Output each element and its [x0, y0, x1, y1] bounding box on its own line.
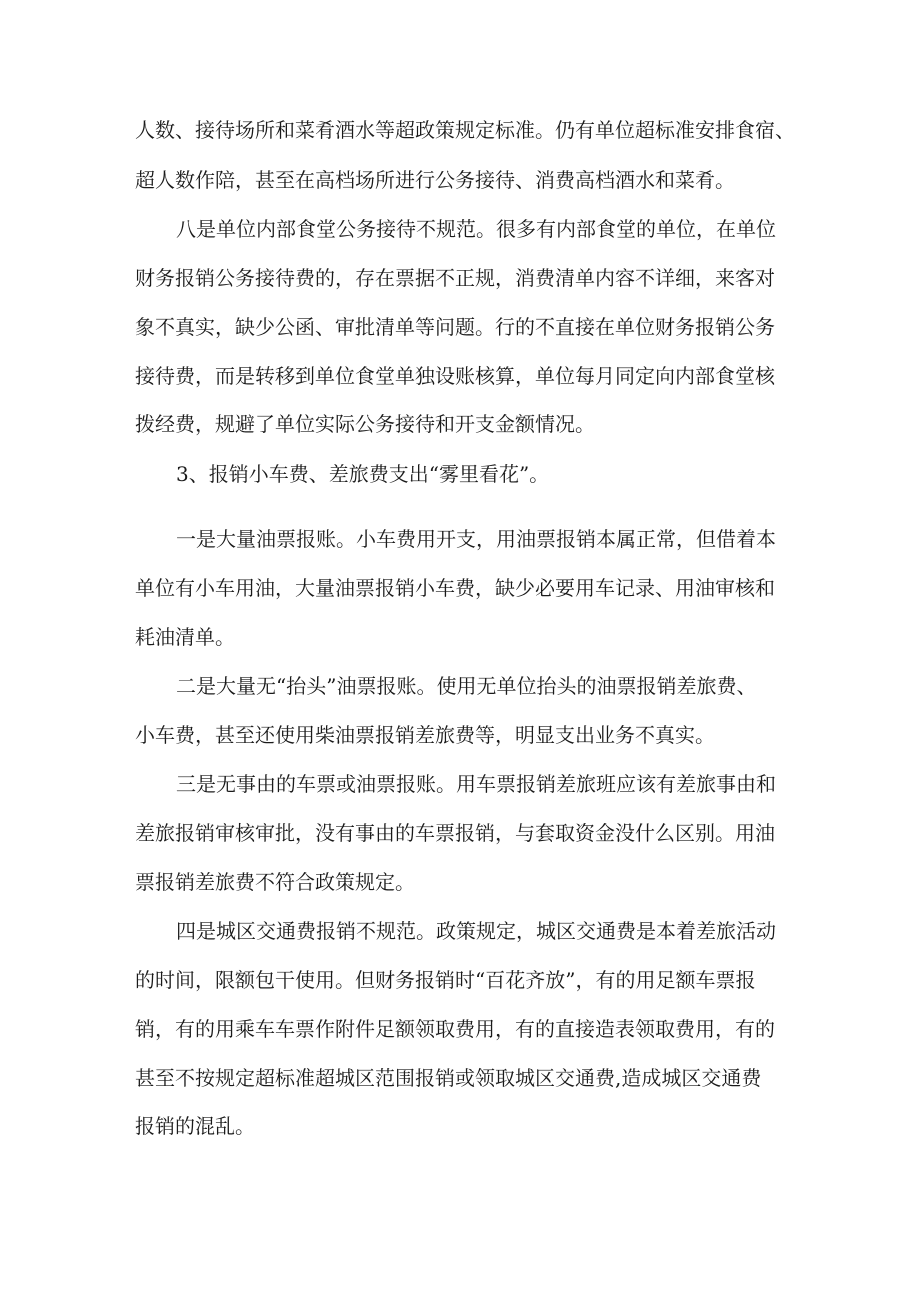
text-line: 人数、接待场所和菜肴酒水等超政策规定标准。仍有单位超标准安排食宿、 [135, 118, 795, 142]
text-line: 八是单位内部食堂公务接待不规范。很多有内部食堂的单位，在单位 [176, 217, 776, 241]
text-line: 单位有小车用油，大量油票报销小车费，缺少必要用车记录、用油审核和 [135, 576, 775, 600]
text-line: 小车费，甚至还使用柴油票报销差旅费等，明显支出业务不真实。 [135, 723, 715, 747]
text-line: 差旅报销审核审批，没有事由的车票报销，与套取资金没什么区别。用油 [135, 821, 775, 845]
text-line: 财务报销公务接待费的，存在票据不正规，消费清单内容不详细，来客对 [135, 266, 775, 290]
text-line: 一是大量油票报账。小车费用开支，用油票报销本属正常，但借着本 [176, 527, 776, 551]
text-line: 象不真实，缺少公函、审批清单等问题。行的不直接在单位财务报销公务 [135, 315, 775, 339]
text-line: 接待费，而是转移到单位食堂单独设账核算，单位每月同定向内部食堂核 [135, 364, 775, 388]
text-line: 的时间，限额包干使用。但财务报销时“百花齐放”，有的用足额车票报 [135, 968, 756, 992]
text-line: 三是无事由的车票或油票报账。用车票报销差旅班应该有差旅事由和 [176, 772, 776, 796]
text-line: 甚至不按规定超标准超城区范围报销或领取城区交通费,造成城区交通费 [135, 1066, 762, 1090]
text-line: 报销的混乱。 [135, 1114, 255, 1138]
text-line: 拨经费，规避了单位实际公务接待和开支金额情况。 [135, 412, 595, 436]
text-line: 耗油清单。 [135, 625, 235, 649]
section-heading: 3、报销小车费、差旅费支出“雾里看花”。 [176, 462, 550, 486]
text-line: 四是城区交通费报销不规范。政策规定，城区交通费是本着差旅活动 [176, 919, 776, 943]
text-line: 超人数作陪，甚至在高档场所进行公务接待、消费高档酒水和菜肴。 [135, 168, 735, 192]
text-line: 销，有的用乘车车票作附件足额领取费用，有的直接造表领取费用，有的 [135, 1017, 775, 1041]
text-line: 二是大量无“抬头”油票报账。使用无单位抬头的油票报销差旅费、 [176, 674, 757, 698]
text-line: 票报销差旅费不符合政策规定。 [135, 870, 415, 894]
